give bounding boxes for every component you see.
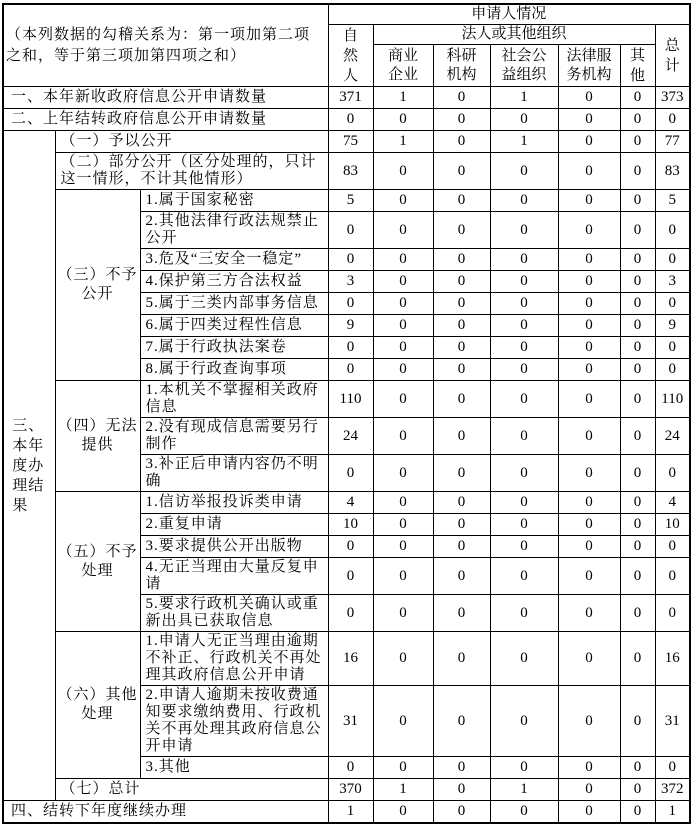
value-cell: 0: [490, 455, 558, 492]
value-cell: 31: [655, 686, 690, 757]
row-label: 2.重复申请: [140, 514, 328, 536]
row-label: 4.无正当理由大量反复申请: [140, 558, 328, 595]
value-cell: 1: [328, 801, 373, 823]
value-cell: 0: [620, 686, 655, 757]
value-cell: 0: [558, 131, 620, 153]
value-cell: 371: [328, 87, 373, 109]
value-cell: 0: [373, 359, 433, 381]
value-cell: 0: [373, 686, 433, 757]
row-label: 四、结转下年度继续办理: [3, 801, 328, 823]
header-natural-person: [328, 25, 373, 87]
value-cell: 1: [373, 87, 433, 109]
value-cell: 75: [328, 131, 373, 153]
value-cell: 0: [373, 249, 433, 271]
value-cell: 0: [655, 536, 690, 558]
value-cell: 1: [655, 801, 690, 823]
value-cell: 0: [655, 249, 690, 271]
header-org-type-business: [373, 45, 433, 87]
row-label: 3.危及“三安全一稳定”: [140, 249, 328, 271]
value-cell: 0: [433, 153, 490, 190]
value-cell: 0: [373, 632, 433, 686]
row-label: 5.属于三类内部事务信息: [140, 293, 328, 315]
org-type-label: 社会公益组织: [501, 47, 547, 83]
value-cell: 0: [433, 779, 490, 801]
value-cell: 0: [373, 801, 433, 823]
value-cell: 0: [433, 315, 490, 337]
value-cell: 0: [620, 293, 655, 315]
value-cell: 0: [328, 455, 373, 492]
value-cell: 0: [558, 190, 620, 212]
value-cell: 0: [490, 153, 558, 190]
row-label: 8.属于行政查询事项: [140, 359, 328, 381]
value-cell: 0: [558, 536, 620, 558]
value-cell: 0: [558, 514, 620, 536]
value-cell: 0: [328, 109, 373, 131]
table-row: [3, 632, 690, 686]
value-cell: 0: [490, 337, 558, 359]
value-cell: 0: [433, 359, 490, 381]
value-cell: 0: [433, 249, 490, 271]
value-cell: 0: [433, 131, 490, 153]
group-label-not-disclosed: [55, 190, 140, 381]
value-cell: 9: [655, 315, 690, 337]
value-cell: 0: [328, 293, 373, 315]
row-label: （二）部分公开（区分处理的，只计这一情形，不计其他情形）: [55, 153, 328, 190]
value-cell: 24: [655, 418, 690, 455]
value-cell: 0: [620, 492, 655, 514]
value-cell: 0: [620, 779, 655, 801]
value-cell: 0: [620, 249, 655, 271]
table-row-partially-disclosed: [3, 153, 690, 190]
row-label: 二、上年结转政府信息公开申请数量: [3, 109, 328, 131]
value-cell: 0: [558, 492, 620, 514]
value-cell: 0: [490, 293, 558, 315]
value-cell: 0: [373, 109, 433, 131]
value-cell: 0: [328, 212, 373, 249]
row-label: 3.要求提供公开出版物: [140, 536, 328, 558]
group-label-text: （五）不予处理: [57, 543, 138, 579]
row-label: 5.要求行政机关确认或重新出具已获取信息: [140, 595, 328, 632]
value-cell: 0: [490, 536, 558, 558]
value-cell: 1: [490, 87, 558, 109]
value-cell: 110: [655, 381, 690, 418]
value-cell: 0: [433, 293, 490, 315]
value-cell: 0: [433, 418, 490, 455]
value-cell: 0: [373, 337, 433, 359]
value-cell: 24: [328, 418, 373, 455]
header-total: [655, 25, 690, 87]
value-cell: 0: [620, 315, 655, 337]
section-3-results-text: 三、本年度办理结果: [12, 417, 45, 514]
value-cell: 0: [655, 109, 690, 131]
row-label: 3.其他: [140, 757, 328, 779]
org-type-label: 科研机构: [446, 47, 477, 83]
value-cell: 0: [558, 757, 620, 779]
row-label: 4.保护第三方合法权益: [140, 271, 328, 293]
value-cell: 0: [620, 190, 655, 212]
row-label: 7.属于行政执法案卷: [140, 337, 328, 359]
value-cell: 3: [328, 271, 373, 293]
value-cell: 0: [373, 271, 433, 293]
value-cell: 0: [558, 293, 620, 315]
value-cell: 370: [328, 779, 373, 801]
header-org-type-research: [433, 45, 490, 87]
value-cell: 0: [620, 632, 655, 686]
group-label-other-processing: [55, 632, 140, 779]
value-cell: 0: [490, 109, 558, 131]
org-type-label: 商业企业: [387, 47, 418, 83]
value-cell: 0: [373, 757, 433, 779]
value-cell: 0: [655, 293, 690, 315]
value-cell: 0: [328, 757, 373, 779]
value-cell: 0: [433, 381, 490, 418]
row-label: 2.其他法律行政法规禁止公开: [140, 212, 328, 249]
value-cell: 0: [490, 418, 558, 455]
value-cell: 4: [328, 492, 373, 514]
value-cell: 16: [655, 632, 690, 686]
value-cell: 0: [373, 381, 433, 418]
value-cell: 0: [373, 212, 433, 249]
value-cell: 0: [433, 455, 490, 492]
value-cell: 77: [655, 131, 690, 153]
value-cell: 3: [655, 271, 690, 293]
value-cell: 0: [433, 686, 490, 757]
row-label: （一）予以公开: [55, 131, 328, 153]
value-cell: 0: [328, 359, 373, 381]
header-org-type-public-welfare: [490, 45, 558, 87]
row-label: 2.申请人逾期未按收费通知要求缴纳费用、行政机关不再处理其政府信息公开申请: [140, 686, 328, 757]
value-cell: 0: [490, 190, 558, 212]
value-cell: 0: [433, 801, 490, 823]
value-cell: 0: [558, 381, 620, 418]
value-cell: 0: [558, 212, 620, 249]
value-cell: 0: [433, 109, 490, 131]
value-cell: 0: [655, 558, 690, 595]
header-legal-orgs: 法人或其他组织: [373, 25, 655, 45]
value-cell: 0: [655, 595, 690, 632]
value-cell: 0: [373, 514, 433, 536]
value-cell: 5: [655, 190, 690, 212]
row-label: 1.本机关不掌握相关政府信息: [140, 381, 328, 418]
value-cell: 0: [558, 359, 620, 381]
group-label-text: （四）无法提供: [57, 418, 138, 453]
value-cell: 0: [620, 418, 655, 455]
table-row: [3, 492, 690, 514]
value-cell: 0: [433, 212, 490, 249]
value-cell: 0: [490, 381, 558, 418]
row-label: 6.属于四类过程性信息: [140, 315, 328, 337]
value-cell: 0: [373, 190, 433, 212]
value-cell: 110: [328, 381, 373, 418]
value-cell: 10: [655, 514, 690, 536]
value-cell: 0: [558, 455, 620, 492]
value-cell: 0: [328, 595, 373, 632]
table-row-granted: [3, 131, 690, 153]
value-cell: 0: [655, 212, 690, 249]
value-cell: 83: [655, 153, 690, 190]
value-cell: 0: [433, 492, 490, 514]
value-cell: 0: [558, 418, 620, 455]
value-cell: 0: [558, 249, 620, 271]
value-cell: 373: [655, 87, 690, 109]
value-cell: 0: [373, 293, 433, 315]
value-cell: 0: [620, 337, 655, 359]
value-cell: 0: [433, 87, 490, 109]
row-label: 一、本年新收政府信息公开申请数量: [3, 87, 328, 109]
value-cell: 0: [433, 271, 490, 293]
value-cell: 0: [558, 315, 620, 337]
value-cell: 5: [328, 190, 373, 212]
value-cell: 0: [433, 595, 490, 632]
value-cell: 0: [620, 271, 655, 293]
value-cell: 0: [620, 757, 655, 779]
table-row-carried-over: [3, 109, 690, 131]
table-row: [3, 190, 690, 212]
group-label-not-processed: [55, 492, 140, 632]
value-cell: 0: [490, 212, 558, 249]
value-cell: 0: [328, 337, 373, 359]
value-cell: 0: [620, 514, 655, 536]
table-row-subtotal: [3, 779, 690, 801]
value-cell: 0: [558, 109, 620, 131]
value-cell: 0: [558, 632, 620, 686]
value-cell: 0: [373, 315, 433, 337]
value-cell: 16: [328, 632, 373, 686]
value-cell: 0: [655, 359, 690, 381]
value-cell: 1: [490, 779, 558, 801]
value-cell: 0: [558, 779, 620, 801]
value-cell: 83: [328, 153, 373, 190]
value-cell: 0: [328, 249, 373, 271]
row-label: 1.属于国家秘密: [140, 190, 328, 212]
header-applicant-situation: 申请人情况: [328, 4, 690, 25]
header-org-type-other: [620, 45, 655, 87]
value-cell: 0: [620, 595, 655, 632]
value-cell: 0: [558, 271, 620, 293]
value-cell: 372: [655, 779, 690, 801]
group-label-text: （六）其他处理: [57, 687, 138, 722]
row-label: 1.信访举报投诉类申请: [140, 492, 328, 514]
value-cell: 0: [328, 536, 373, 558]
value-cell: 0: [558, 801, 620, 823]
row-label: （七）总计: [55, 779, 328, 801]
value-cell: 0: [620, 109, 655, 131]
header-org-type-legal-service: [558, 45, 620, 87]
table-row-carry-forward: [3, 801, 690, 823]
value-cell: 0: [620, 212, 655, 249]
value-cell: 0: [620, 87, 655, 109]
value-cell: 0: [490, 359, 558, 381]
value-cell: 0: [655, 757, 690, 779]
value-cell: 0: [620, 359, 655, 381]
value-cell: 4: [655, 492, 690, 514]
value-cell: 0: [490, 492, 558, 514]
value-cell: 0: [490, 558, 558, 595]
value-cell: 0: [490, 686, 558, 757]
value-cell: 0: [433, 632, 490, 686]
value-cell: 0: [558, 595, 620, 632]
value-cell: 0: [620, 558, 655, 595]
value-cell: 0: [490, 315, 558, 337]
value-cell: 0: [373, 418, 433, 455]
value-cell: 0: [558, 558, 620, 595]
header-total-label: 总计: [664, 37, 680, 74]
group-label-text: （三）不予公开: [57, 267, 138, 302]
value-cell: 0: [433, 190, 490, 212]
table-row: [3, 381, 690, 418]
value-cell: 0: [490, 632, 558, 686]
value-cell: 0: [655, 455, 690, 492]
value-cell: 0: [373, 536, 433, 558]
value-cell: 1: [490, 131, 558, 153]
row-label: 1.申请人无正当理由逾期不补正、行政机关不再处理其政府信息公开申请: [140, 632, 328, 686]
disclosure-statistics-table: [2, 3, 691, 824]
value-cell: 0: [433, 337, 490, 359]
row-label: 2.没有现成信息需要另行制作: [140, 418, 328, 455]
value-cell: 0: [490, 271, 558, 293]
value-cell: 0: [373, 595, 433, 632]
value-cell: 0: [558, 337, 620, 359]
value-cell: 0: [620, 153, 655, 190]
value-cell: 0: [558, 87, 620, 109]
header-row-1: [3, 4, 690, 25]
org-type-label: 法律服务机构: [566, 47, 612, 83]
value-cell: 0: [620, 381, 655, 418]
row-label: 3.补正后申请内容仍不明确: [140, 455, 328, 492]
value-cell: 0: [373, 455, 433, 492]
reconciliation-note: （本列数据的勾稽关系为：第一项加第二项之和，等于第三项加第四项之和）: [3, 4, 328, 87]
value-cell: 0: [373, 558, 433, 595]
org-type-label: 其他: [629, 47, 645, 84]
value-cell: 1: [373, 779, 433, 801]
value-cell: 0: [558, 153, 620, 190]
group-label-unable-to-provide: [55, 381, 140, 492]
value-cell: 0: [490, 595, 558, 632]
value-cell: 0: [490, 801, 558, 823]
value-cell: 0: [433, 558, 490, 595]
value-cell: 0: [490, 757, 558, 779]
value-cell: 0: [620, 801, 655, 823]
table-row-new-requests: [3, 87, 690, 109]
value-cell: 0: [433, 514, 490, 536]
value-cell: 9: [328, 315, 373, 337]
value-cell: 0: [620, 455, 655, 492]
value-cell: 0: [558, 686, 620, 757]
header-natural-person-label: 自然人: [342, 27, 358, 84]
value-cell: 0: [620, 131, 655, 153]
value-cell: 10: [328, 514, 373, 536]
value-cell: 0: [433, 536, 490, 558]
value-cell: 0: [373, 492, 433, 514]
value-cell: 0: [373, 153, 433, 190]
value-cell: 1: [373, 131, 433, 153]
value-cell: 0: [433, 757, 490, 779]
value-cell: 0: [490, 514, 558, 536]
value-cell: 0: [620, 536, 655, 558]
section-3-results-label: [3, 131, 55, 801]
value-cell: 0: [655, 337, 690, 359]
value-cell: 0: [490, 249, 558, 271]
value-cell: 31: [328, 686, 373, 757]
value-cell: 0: [328, 558, 373, 595]
